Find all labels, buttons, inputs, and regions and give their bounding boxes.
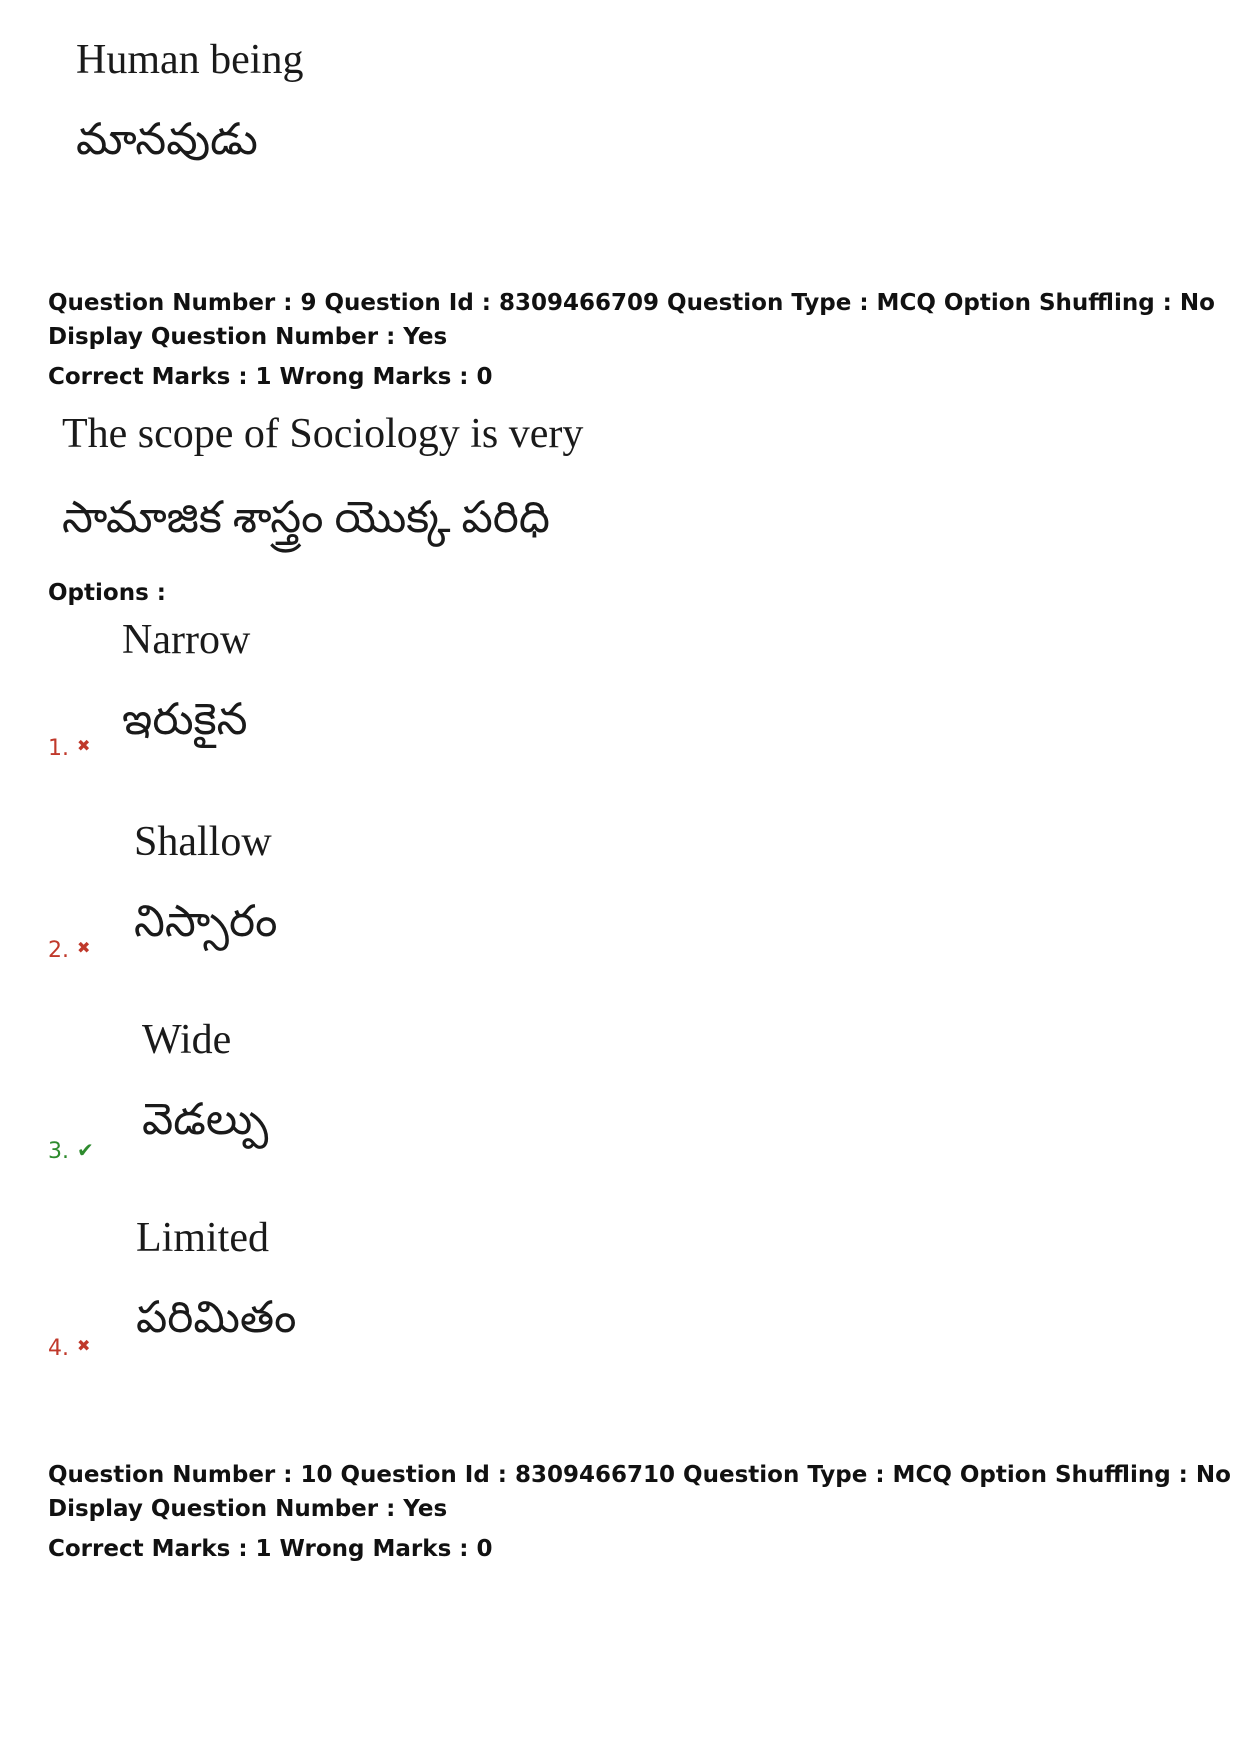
q9-text-english: The scope of Sociology is very <box>62 411 584 457</box>
q9-header-line1: Question Number : 9 Question Id : 8309466709 Question Type : MCQ Option Shuffling : No <box>48 290 1215 316</box>
q9-header-line2: Display Question Number : Yes <box>48 324 448 350</box>
option-2-number-label: 2. <box>48 938 69 963</box>
option-4-english: Limited <box>136 1215 269 1261</box>
option-2-telugu: నిస్సారం <box>134 897 278 946</box>
option-3-english: Wide <box>142 1017 232 1063</box>
wrong-mark-icon: ✖ <box>77 736 91 755</box>
option-2-english: Shallow <box>134 819 272 865</box>
q9-text-telugu: సామాజిక శాస్త్రం యొక్క పరిధి <box>62 493 550 542</box>
q10-header-line1: Question Number : 10 Question Id : 8309466710 Question Type : MCQ Option Shuffling : No <box>48 1462 1231 1488</box>
option-4-number <box>48 1336 90 1361</box>
option-4-telugu: పరిమితం <box>136 1293 297 1342</box>
options-label: Options : <box>48 580 166 606</box>
q10-header-line2: Display Question Number : Yes <box>48 1496 448 1522</box>
option-1-number-label: 1. <box>48 736 69 761</box>
option-1-number <box>48 736 90 761</box>
option-3-number-label: 3. <box>48 1139 69 1164</box>
prev-option-english: Human being <box>76 37 304 83</box>
q10-marks-line: Correct Marks : 1 Wrong Marks : 0 <box>48 1536 493 1562</box>
option-4-number-label: 4. <box>48 1336 69 1361</box>
q9-marks-line: Correct Marks : 1 Wrong Marks : 0 <box>48 364 493 390</box>
option-1-english: Narrow <box>122 617 251 663</box>
option-3-telugu: వెడల్పు <box>142 1095 269 1144</box>
check-mark-icon: ✔ <box>77 1138 94 1162</box>
option-1-telugu: ఇరుకైన <box>122 695 248 744</box>
wrong-mark-icon: ✖ <box>77 1336 91 1355</box>
wrong-mark-icon: ✖ <box>77 938 91 957</box>
prev-option-telugu: మానవుడు <box>76 115 258 164</box>
option-3-number <box>48 1138 94 1164</box>
option-2-number <box>48 938 90 963</box>
